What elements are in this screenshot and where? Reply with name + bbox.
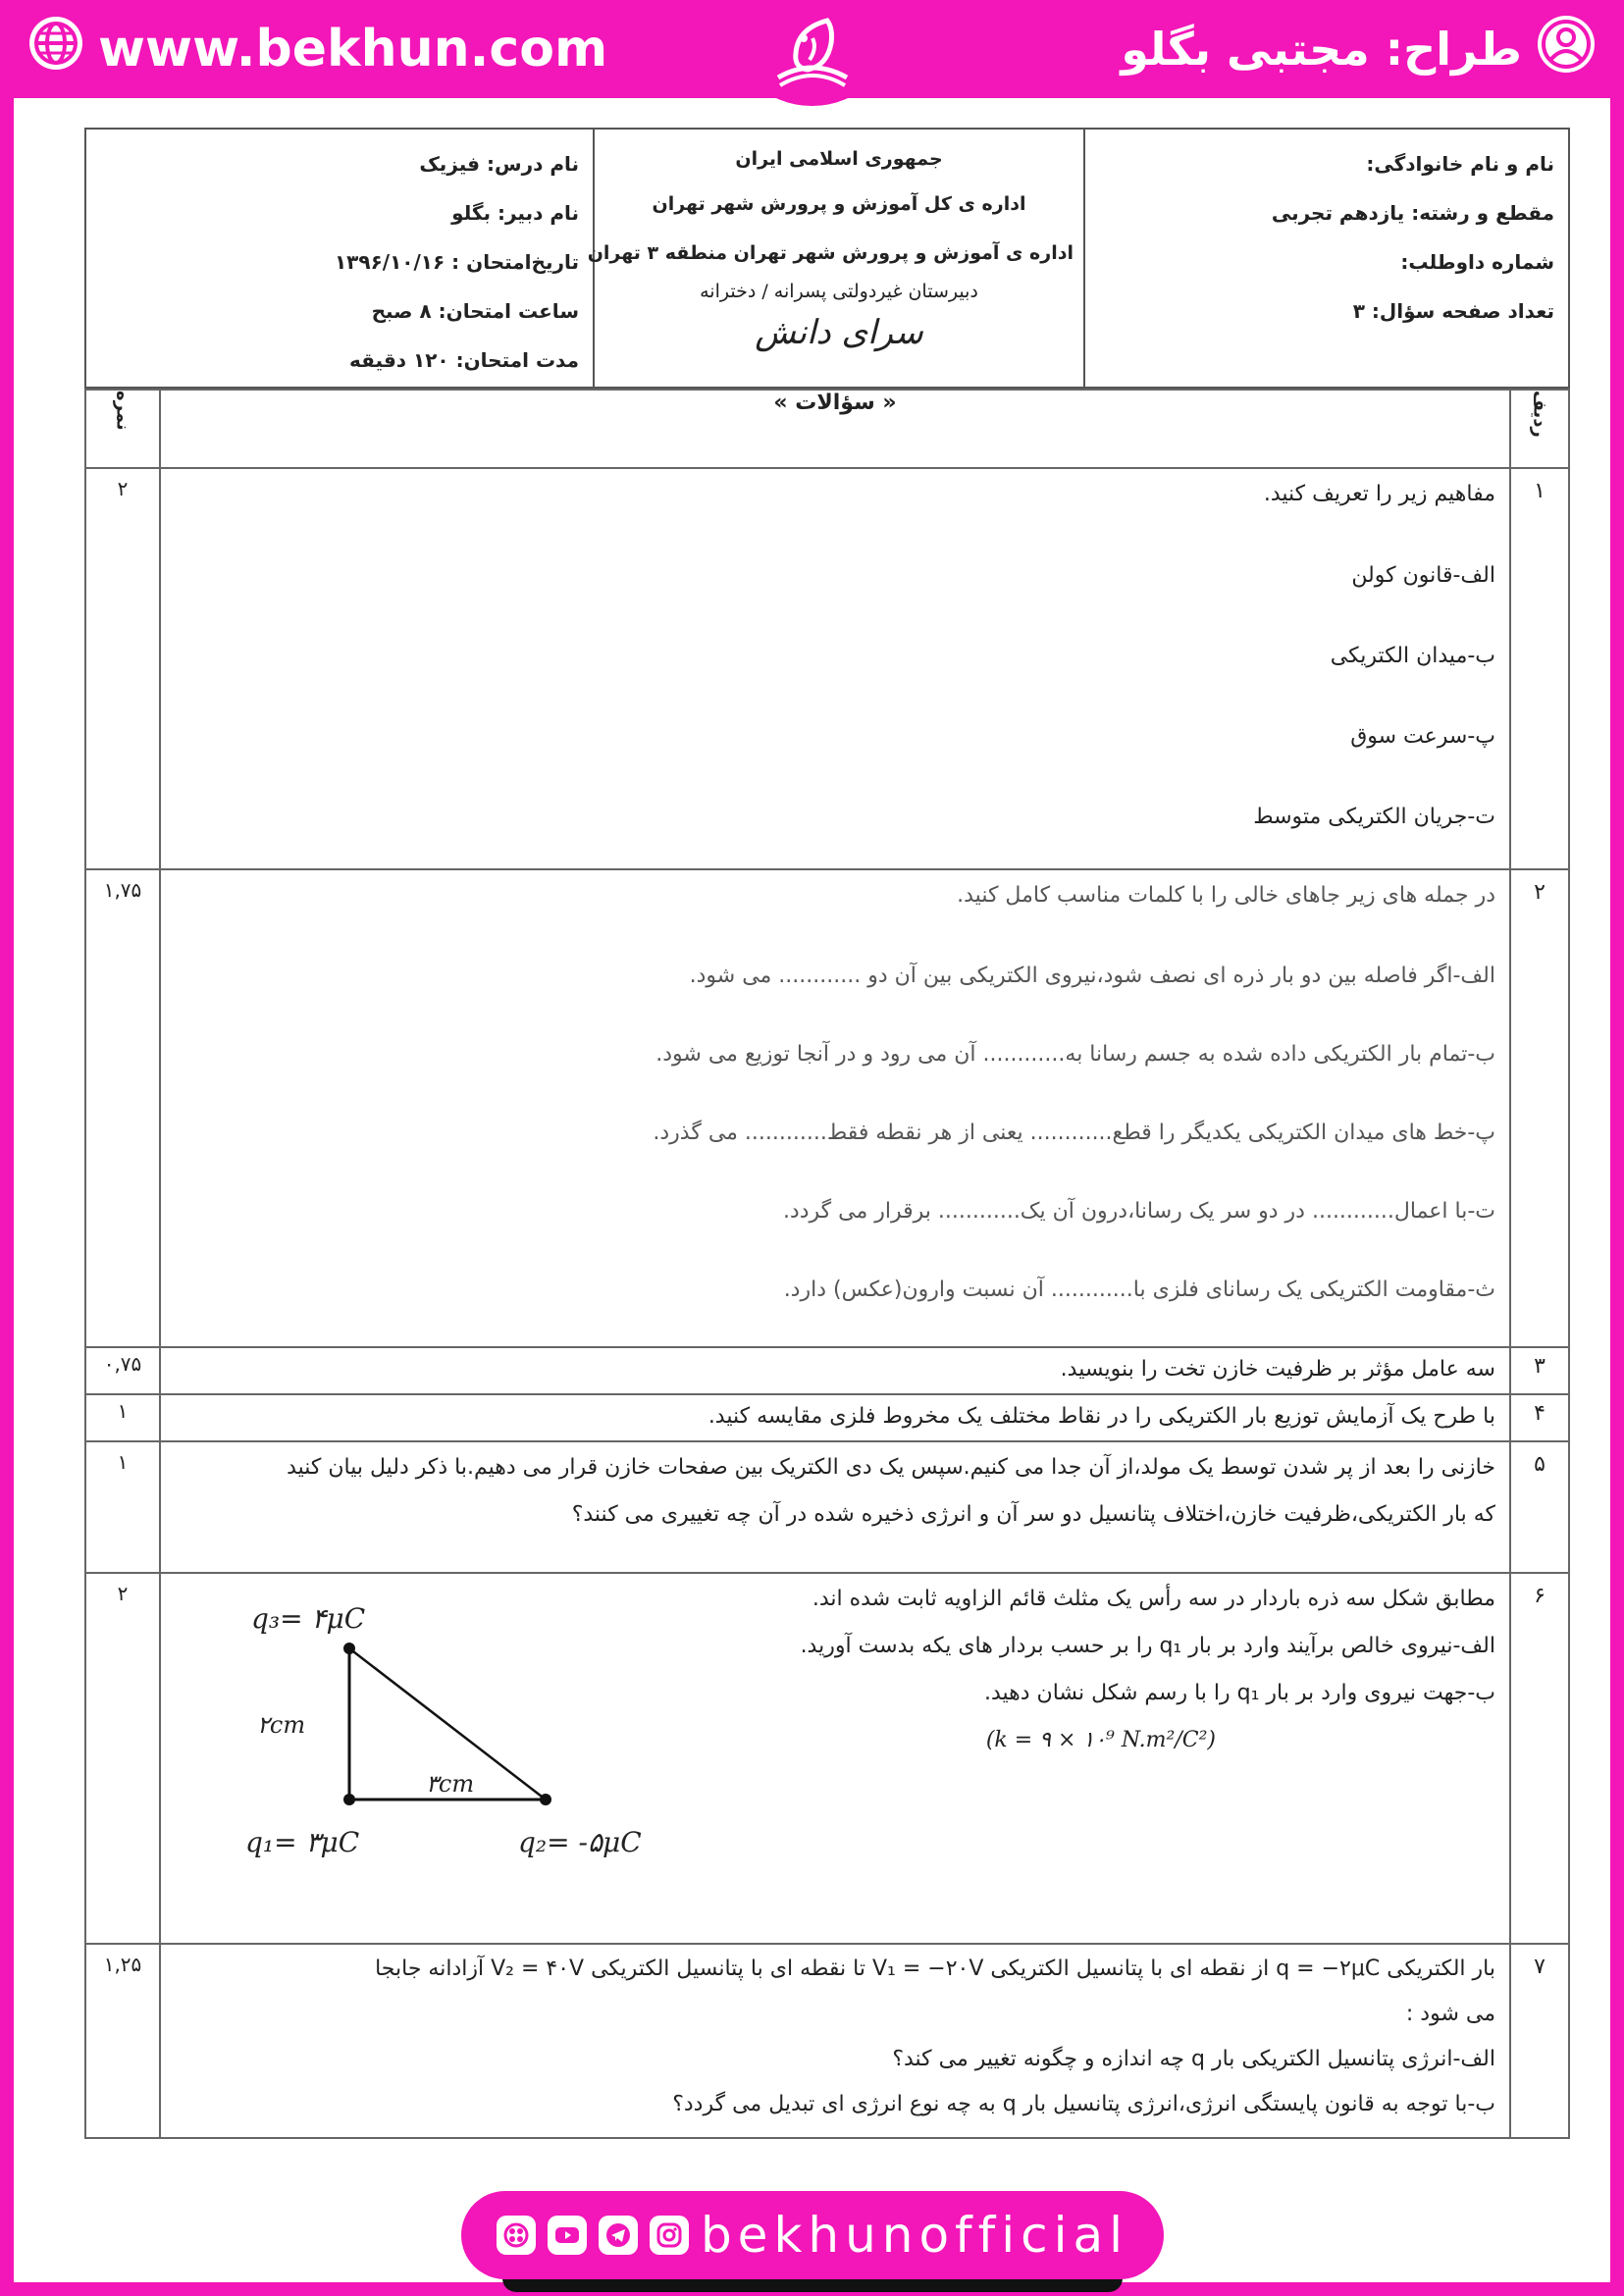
- question-prompt: سه عامل مؤثر بر ظرفیت خازن تخت را بنویسید.: [1060, 1357, 1495, 1382]
- question-number: ۲: [1510, 869, 1569, 1347]
- question-part: الف-قانون کولن: [1351, 563, 1495, 588]
- question-part: الف-اگر فاصله بین دو بار ذره ای نصف شود،نیروی الکتریکی بین آن دو ............ می شود.: [689, 964, 1495, 988]
- aparat-icon[interactable]: [497, 2216, 536, 2255]
- question-part: ث-مقاومت الکتریکی یک رسانای فلزی با............ آن نسبت وارون(عکس) دارد.: [783, 1278, 1495, 1302]
- question-part: ت-با اعمال............ در دو سر یک رسانا،درون آن یک............ برقرار می گردد.: [782, 1199, 1495, 1224]
- exam-header: [84, 128, 1570, 389]
- question-row-3: [85, 1347, 1569, 1394]
- question-part: ب-با توجه به قانون پایستگی انرژی،انرژی پتانسیل بار q به چه نوع انرژی ای تبدیل می گردد؟: [672, 2092, 1495, 2116]
- province-office: اداره ی کل آموزش و پرورش شهر تهران: [652, 193, 1026, 215]
- question-score: ۱: [85, 1394, 160, 1441]
- charge-q3-label: q₃= ۴μC: [251, 1602, 366, 1635]
- question-row-5: [85, 1441, 1569, 1573]
- column-row-number: ردیف: [1510, 390, 1569, 468]
- question-part: الف-انرژی پتانسیل الکتریکی بار q چه اندازه و چگونه تغییر می کند؟: [892, 2047, 1495, 2071]
- question-number: ۱: [1510, 468, 1569, 869]
- candidate-number-field: شماره داوطلب:: [1400, 250, 1554, 274]
- question-row-4: [85, 1394, 1569, 1441]
- question-text: [160, 1944, 1510, 2138]
- subject-field: نام درس: فیزیک: [419, 152, 579, 176]
- footer-shadow: [502, 2278, 1123, 2292]
- side-horizontal-label: ۳cm: [426, 1770, 475, 1798]
- question-part: ب-میدان الکتریکی: [1330, 644, 1495, 668]
- grade-field: مقطع و رشته: یازدهم تجربی: [1271, 201, 1554, 225]
- website-text: www.bekhun.com: [98, 20, 608, 78]
- charge-q2-label: q₂= -۵μC: [518, 1826, 642, 1858]
- question-part: الف-نیروی خالص برآیند وارد بر بار q₁ را بر حسب بردار های یکه بدست آورید.: [800, 1634, 1495, 1658]
- country-title: جمهوری اسلامی ایران: [735, 148, 943, 170]
- question-text: [160, 1573, 1510, 1944]
- question-number: ۵: [1510, 1441, 1569, 1573]
- question-number: ۳: [1510, 1347, 1569, 1394]
- coulomb-constant: (k = ۹ × ۱۰⁹ N.m²/C²): [985, 1728, 1216, 1752]
- question-row-1: [85, 468, 1569, 869]
- question-text: [160, 468, 1510, 869]
- question-part: پ-خط های میدان الکتریکی یکدیگر را قطع............ یعنی از هر نقطه فقط............ می گذرد.: [653, 1121, 1495, 1145]
- question-score: ۱,۷۵: [85, 869, 160, 1347]
- exam-time-field: ساعت امتحان: ۸ صبح: [371, 299, 579, 323]
- question-score: ۱: [85, 1441, 160, 1573]
- instagram-icon[interactable]: [650, 2216, 689, 2255]
- question-row-2: [85, 869, 1569, 1347]
- youtube-icon[interactable]: [548, 2216, 587, 2255]
- questions-table: [84, 389, 1570, 2139]
- question-prompt: مطابق شکل سه ذره باردار در سه رأس یک مثلث قائم الزاویه ثابت شده اند.: [812, 1587, 1495, 1611]
- page-count-field: تعداد صفحه سؤال: ۳: [1352, 299, 1554, 323]
- question-prompt: مفاهیم زیر را تعریف کنید.: [1263, 482, 1495, 506]
- social-handle: bekhunofficial: [700, 2207, 1129, 2264]
- name-field: نام و نام خانوادگی:: [1366, 152, 1554, 176]
- website-link[interactable]: [27, 18, 607, 80]
- question-score: ۲: [85, 468, 160, 869]
- question-prompt: خازنی را بعد از پر شدن توسط یک مولد،از آن جدا می کنیم.سپس یک دی الکتریک بین صفحات خازن قرار می دهیم.با ذکر دلیل بیان کنید: [287, 1455, 1495, 1480]
- social-footer[interactable]: [461, 2191, 1164, 2279]
- column-score: نمره: [85, 390, 160, 468]
- question-row-6: [85, 1573, 1569, 1944]
- column-questions: « سؤالات »: [160, 390, 1510, 468]
- question-number: ۷: [1510, 1944, 1569, 2138]
- question-number: ۶: [1510, 1573, 1569, 1944]
- question-prompt: بار الکتریکی q = −۲μC از نقطه ای با پتانسیل الکتریکی V₁ = −۲۰V تا نقطه ای با پتانسیل الکتریکی V₂ = ۴۰V آزادانه جابجا: [375, 1957, 1495, 1981]
- question-prompt-cont: که بار الکتریکی،ظرفیت خازن،اختلاف پتانسیل دو سر آن و انرژی ذخیره شده در آن چه تغییری می کنند؟: [571, 1502, 1495, 1527]
- table-header-row: [85, 390, 1569, 468]
- question-part: ت-جریان الکتریکی متوسط: [1253, 805, 1495, 829]
- question-text: [160, 1441, 1510, 1573]
- user-icon: [1536, 14, 1597, 85]
- question-text: [160, 1347, 1510, 1394]
- designer-text: طراح: مجتبی بگلو: [1121, 23, 1522, 76]
- exam-info: [86, 130, 593, 387]
- designer-credit: [1121, 18, 1597, 80]
- institution-info: [587, 130, 1083, 387]
- question-score: ۲: [85, 1573, 160, 1944]
- question-part: پ-سرعت سوق: [1350, 724, 1495, 749]
- question-part: ب-جهت نیروی وارد بر بار q₁ را با رسم شکل نشان دهید.: [983, 1681, 1495, 1705]
- book-logo-icon: [759, 9, 866, 97]
- school-logo: سرای دانش: [755, 313, 923, 352]
- globe-icon: [27, 15, 84, 84]
- triangle-figure: [194, 1588, 705, 1872]
- question-prompt-cont: می شود :: [1405, 2002, 1495, 2026]
- question-text: [160, 1394, 1510, 1441]
- question-text: [160, 869, 1510, 1347]
- school-type: دبیرستان غیردولتی پسرانه / دخترانه: [700, 281, 978, 302]
- telegram-icon[interactable]: [599, 2216, 638, 2255]
- student-info: [1083, 130, 1568, 387]
- exam-duration-field: مدت امتحان: ۱۲۰ دقیقه: [349, 348, 579, 372]
- question-prompt: در جمله های زیر جاهای خالی را با کلمات مناسب کامل کنید.: [957, 883, 1495, 908]
- teacher-field: نام دبیر: بگلو: [451, 201, 579, 225]
- exam-date-field: تاریخ‌امتحان : ۱۳۹۶/۱۰/۱۶: [334, 250, 579, 274]
- charge-q1-label: q₁= ۳μC: [245, 1826, 360, 1858]
- side-vertical-label: ۲cm: [257, 1711, 306, 1739]
- question-number: ۴: [1510, 1394, 1569, 1441]
- question-part: ب-تمام بار الکتریکی داده شده به جسم رسانا به............ آن می رود و در آنجا توزیع می شود.: [655, 1042, 1495, 1067]
- question-row-7: [85, 1944, 1569, 2138]
- district-office: اداره ی آموزش و پرورش شهر تهران منطقه ۳ تهران: [587, 242, 1074, 264]
- question-prompt: با طرح یک آزمایش توزیع بار الکتریکی را در نقاط مختلف یک مخروط فلزی مقایسه کنید.: [707, 1404, 1495, 1429]
- question-score: ۰,۷۵: [85, 1347, 160, 1394]
- question-score: ۱,۲۵: [85, 1944, 160, 2138]
